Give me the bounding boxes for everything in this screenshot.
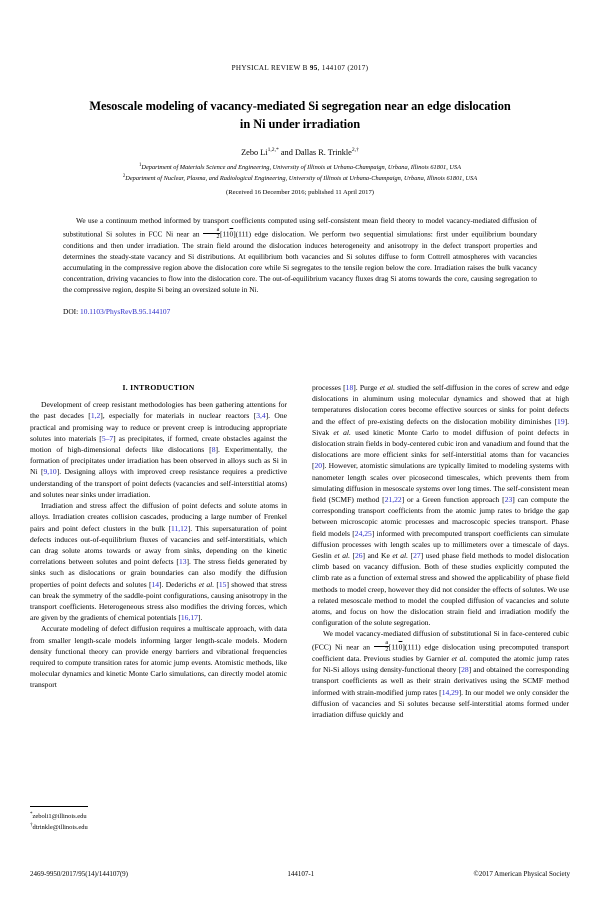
abstract [63,215,537,295]
paragraph-intro-1 [30,399,287,500]
text-run: ]. The stress fields generated by sinks such as dislocations or grain boundaries can also modify the diffusion properties of point defects and solutes [ [30,557,288,589]
text-run: ]. Experimentally, the formation of precipitates under irradiation has been observed in alloys such as Si in Ni [ [30,445,287,477]
text-run: Development of creep resistant methodologies has been gathering attentions for the past decades [ [30,400,287,421]
text-run: ] or a Green function approach [ [401,495,505,505]
author-name-2: Dallas R. Trinkle [294,147,352,157]
page-title: Mesoscale modeling of vacancy-mediated Si segregation near an edge dislocation in Ni under irradiation [89,99,511,131]
doi-label: DOI: [63,307,81,317]
citation-ref[interactable]: 13 [178,557,187,567]
footnote-marker-2: † [30,823,33,829]
fraction-numerator: a [374,640,389,647]
text-run: ]. This supersaturation of point defects induces out-of-equilibrium fluxes of vacancies and self-interstitials, which can drag solute atoms towards or away from sinks, depending on the kinetic correlations between solutes and point defects [ [30,523,287,567]
citation-ref[interactable]: 18 [345,383,354,392]
citation-ref[interactable]: 15 [218,579,227,589]
affiliation-2 [0,173,600,184]
page-footer [30,870,570,878]
et-al: et al. [333,427,351,437]
citation-ref[interactable]: 23 [504,495,513,505]
text-run: processes [ [312,383,346,392]
miller-index-bar: 0 [398,642,403,652]
affiliation-text-1: Department of Materials Science and Engineering, University of Illinois at Urbana-Champaign, Urbana, Illinois 61801, USA [141,164,462,172]
burgers-fraction [203,227,220,240]
affiliation-text-2: Department of Nuclear, Plasma, and Radiological Engineering, University of Illinois at Urbana-Champaign, Urbana, Illinois 61801, USA [125,175,478,183]
text-run: We model vacancy-mediated diffusion of substitutional Si in face-centered cubic (FCC) Ni near an [312,629,569,652]
text-run: ]. [197,613,203,623]
author-conjunction: and [278,147,295,157]
running-head [0,64,600,72]
citation-ref[interactable]: 11,12 [171,523,188,533]
affiliation-marker-2: 2 [122,174,126,180]
received-line: (Received 16 December 2016; published 11 April 2017) [226,188,374,196]
citation-ref[interactable]: 14 [151,579,160,589]
author-affil-marker-1: 1,2,* [267,147,279,154]
abstract-part-1: We use a continuum method informed by transport coefficients computed using self-consistent mean field theory to model vacancy-mediated diffusion of substitutional Si solutes in FCC Ni near an [63,216,537,238]
text-run: ]. Designing alloys with improved creep resistance requires a predictive understanding of the transport of point defects (vacancies and self-interstitial atoms) and solutes near sinks under irradiation. [30,467,287,499]
running-head-journal: PHYSICAL REVIEW B [231,64,310,72]
paragraph-intro-3: Accurate modeling of defect diffusion requires a multiscale approach, with data from smaller length-scale models informing larger length-scale models. Modern density functional theory can provide energy barriers and vibrational frequencies required to compute transition rates for atomic jump events. Atomistic methods, like molecular dynamics and kinetic Monte Carlo simulations, can directly model atomic transport [30,624,287,690]
citation-ref[interactable]: 26 [355,551,363,561]
miller-index-prefix: [11 [220,228,230,238]
text-run: ] informed with precomputed transport coefficients can simulate diffusion processes with length scales up to millimeters over a timescale of days. Geslin [312,528,569,561]
text-run: Irradiation and stress affect the diffusion of point defects and solute atoms in alloys. Irradiation creates collision cascades, producing a large number of Frenkel pairs and point defect clusters in the bulk [ [30,501,287,533]
copyright-notice: ©2017 American Physical Society [473,870,570,878]
fraction-denominator: 2 [385,645,389,653]
paragraph-intro-3-cont [312,382,569,628]
doi-link[interactable]: 10.1103/PhysRevB.95.144107 [80,307,171,317]
text-run: ] showed that stress can break the symmetry of the saddle-point configurations, causing anisotropy in the transport coefficients. Heterogeneous stress also modifies the driving forces, which are given by the gradients of chemical potentials [ [30,579,287,623]
citation-ref[interactable]: 16,17 [180,613,198,623]
text-run: used kinetic Monte Carlo to model diffusion of point defects in dislocation strain fields in body-centered cubic iron and vanadium and found that the dislocations are more efficient sinks for self-interstitial atoms than for vacancies [ [312,427,570,471]
footnote-separator [30,806,88,807]
doi-line [63,307,537,316]
et-al: et al. [379,383,396,392]
column-right [312,382,569,812]
fraction-denominator: 2 [216,233,220,240]
abstract-part-2: edge dislocation. We perform two sequential simulations: first under equilibrium boundary conditions and then under irradiation. The strain field around the dislocation induces heterogeneity and anisotropy in the defect transport properties and determines the steady-state vacancy and Si distributions. At equilibrium both vacancies and Si solutes diffuse to form Cottrell atmospheres with vacancies accumulating in the compressive region above the dislocation core while Si segregates to the tensile region below the core. Irradiation raises the bulk vacancy concentration, driving vacancies to flow into the dislocation core. The out-of-equilibrium vacancy fluxes drag Si atoms towards the core, causing segregation to the compressive region, despite Si being an oversized solute in Ni. [63,228,537,295]
page-number: 144107-1 [287,870,315,878]
text-run: ]. Purge [353,383,380,392]
issn-article-code: 2469-9950/2017/95(14)/144107(9) [30,870,128,878]
citation-ref[interactable]: 14,29 [441,687,459,697]
et-al: et al. [334,551,350,561]
text-run: computed the atomic jump rates for Ni-Si alloys using density-functional theory [ [312,654,569,675]
text-run: ] as precipitates, if formed, create obstacles against the motion of high-dimensional defects like dislocations [ [30,433,287,455]
text-run: [ [408,551,414,561]
footnote-corresponding-author-2 [30,822,287,833]
et-al: et al. [451,654,468,664]
text-run: ]. Dederichs [159,579,199,589]
text-run: ] and Ke [362,551,393,561]
author-name-1: Zebo Li [241,147,268,157]
miller-index-prefix: [11 [388,642,399,652]
citation-ref[interactable]: 5–7 [101,433,114,443]
paper-page [0,64,600,914]
paragraph-intro-4 [312,628,569,720]
text-run: edge dislocation using precomputed transport coefficient data. Previous studies by Garnier [312,642,570,664]
footnote-email-1[interactable]: zeboli1@illinois.edu [32,813,87,821]
paragraph-intro-2 [30,500,287,623]
text-run: ]. In our model we only consider the diffusion of vacancies and Si solutes because self-interstitial atoms formed under irradiation diffuse quickly and [312,687,569,720]
text-run: ]. One practical and promising way to reduce or prevent creep is introducing appropriate solutes into materials [ [30,411,287,443]
column-left [30,382,287,812]
et-al: et al. [392,551,409,561]
citation-ref[interactable]: 9,10 [43,467,57,477]
footnote-email-2[interactable]: dtrinkle@illinois.edu [32,824,88,832]
footnote-marker-1: * [30,812,33,817]
miller-index-bar: 0 [229,228,234,238]
running-head-article: , 144107 (2017) [317,64,369,72]
text-run: ] can compute the corresponding transport coefficients from the atomic jump rates to bridge the gap between microscopic atomic processes and macroscopic species transport. Phase field models [ [312,495,569,538]
et-al: et al. [198,579,215,589]
section-heading-introduction: I. INTRODUCTION [122,383,195,392]
citation-ref[interactable]: 24,25 [354,528,372,538]
body-columns [30,382,570,812]
citation-ref[interactable]: 19 [557,416,565,426]
citation-ref[interactable]: 20 [314,461,323,471]
burgers-fraction [374,640,389,653]
text-run: ]. Sivak [312,416,569,437]
miller-index-suffix: ](111) [402,642,421,652]
citation-ref[interactable]: 27 [413,551,421,561]
text-run: ] used phase field methods to model dislocation climb based on vacancy diffusion. Both of these studies explicitly computed the climb rate as a function of external stress and showed the applicability of phase field methods to model creep, however they did not consider the effects of solutes. We use a related mesoscale method to model the coupled diffusion of vacancies and solute atoms, and focus on how the dislocation strain field and irradiation modify the configuration of the solute segregation. [312,551,570,628]
author-line [0,147,600,157]
footnote-corresponding-author-1 [30,811,287,822]
affiliation-1 [0,162,600,173]
text-run: studied the self-diffusion in the cores of screw and edge dislocations in aluminum using molecular dynamics and showed that at high temperatures dislocation cores become effective sources or sinks for point defects and the effect of pre-existing defects on the dislocation mobility diminishes [ [312,383,569,426]
fraction-numerator: a [203,227,220,234]
text-run: ]. However, atomistic simulations are typically limited to modeling systems with nanometer length scales over picosecond timescales, which prevents them from simulating diffusion in mesoscale systems over long times. The self-consistent mean field (SCMF) method [ [312,461,569,505]
running-head-volume: 95 [309,64,318,72]
author-affil-marker-2: 2,† [351,147,359,154]
text-run: [ [214,579,219,589]
citation-ref[interactable]: 28 [461,665,469,675]
text-run: ], especially for materials in nuclear reactors [ [100,411,257,421]
text-run: [ [349,551,355,561]
affiliations [0,162,600,198]
text-run: ] and obtained the corresponding transport coefficients as well as their strain derivatives using the SCMF method informed with strain-modified jump rates [ [312,665,569,697]
citation-ref[interactable]: 3,4 [256,411,266,421]
footnotes [30,811,287,833]
citation-ref[interactable]: 8 [211,445,216,455]
citation-ref[interactable]: 21,22 [384,495,402,505]
miller-index-suffix: ](111) [233,228,252,238]
citation-ref[interactable]: 1,2 [90,411,101,421]
affiliation-marker-1: 1 [138,162,142,168]
